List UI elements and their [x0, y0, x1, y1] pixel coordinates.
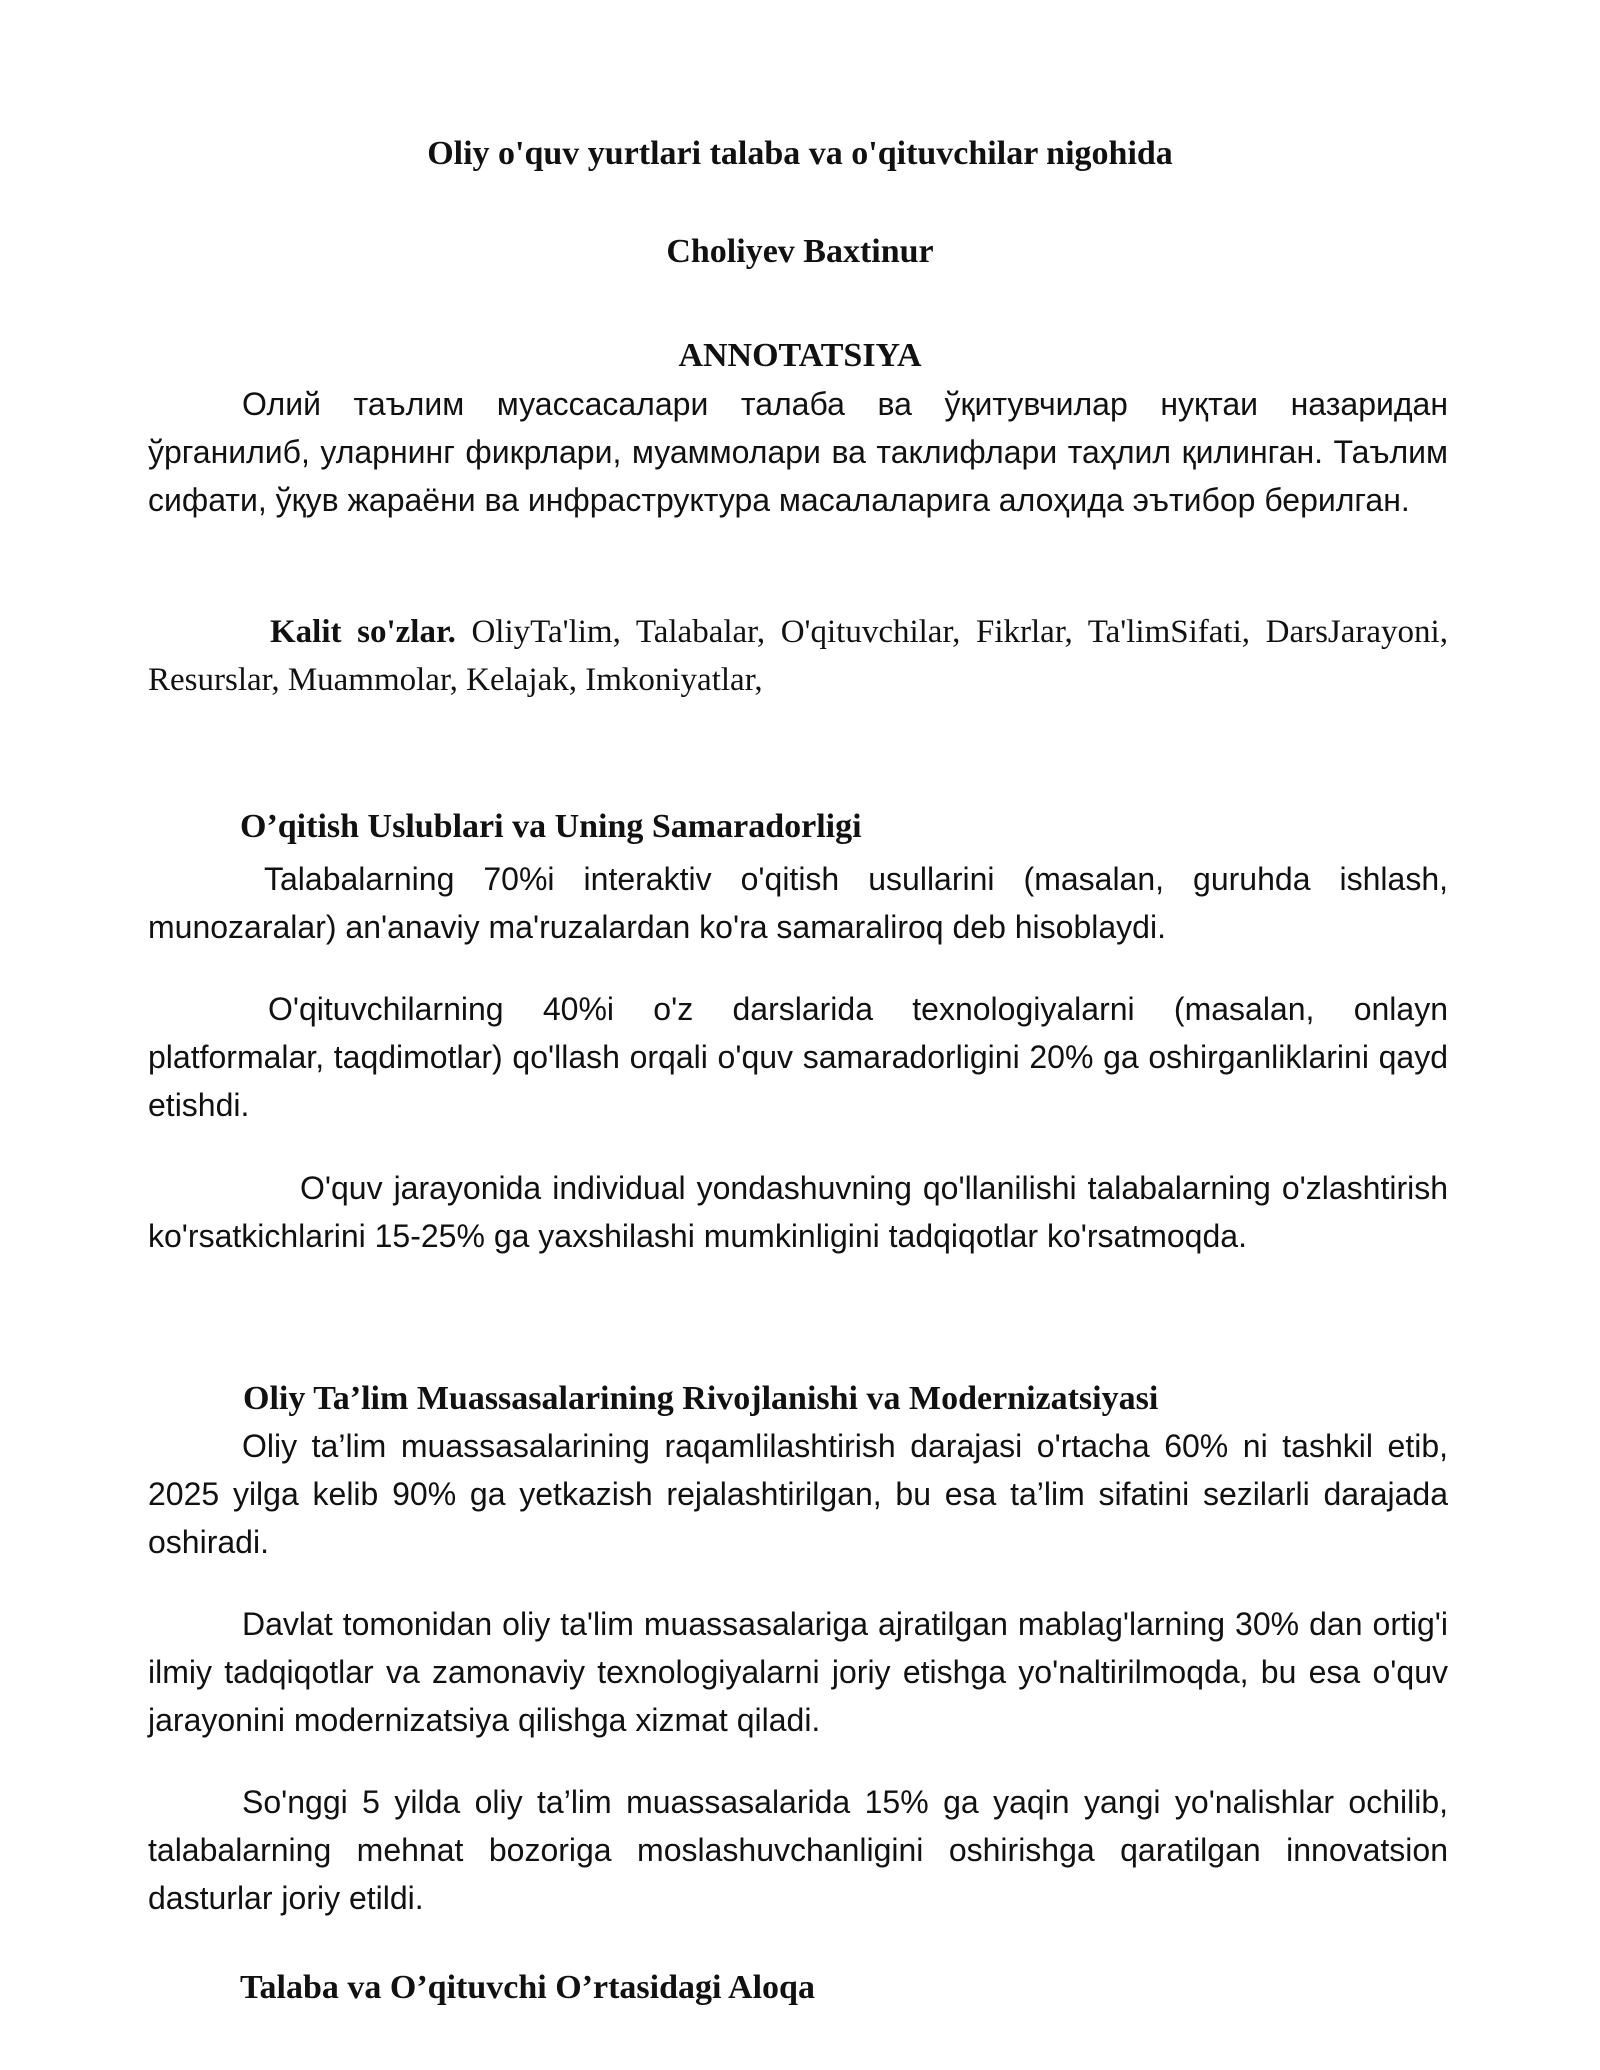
author-name: Choliyev Baxtinur: [666, 233, 934, 270]
section-1-paragraph-3: O'quv jarayonida individual yondashuvning qo'llanilishi talabalarning o'zlashtirish ko'rsatkichlarini 15-25% ga yaxshilashi mumkinligini tadqiqotlar ko'rsatmoqda.: [148, 1170, 1448, 1254]
section-heading-modernization: Oliy Ta’lim Muassasalarining Rivojlanishi va Modernizatsiyasi: [243, 1380, 1159, 1417]
section-heading-teaching-methods: O’qitish Uslublari va Uning Samaradorligi: [240, 808, 862, 845]
keywords-list: OliyTa'lim, Talabalar, O'qituvchilar, Fikrlar, Ta'limSifati, DarsJarayoni, Resurslar, Muammolar, Kelajak, Imkoniyatlar,: [148, 614, 1448, 698]
section-heading-communication: Talaba va O’qituvchi O’rtasidagi Aloqa: [240, 1969, 815, 2006]
section-2-paragraph-2: Davlat tomonidan oliy ta'lim muassasalariga ajratilgan mablag'larning 30% dan ortig'i ilmiy tadqiqotlar va zamonaviy texnologiyalarni joriy etishga yo'naltirilmoqda, bu esa o'quv jarayonini modernizatsiya qilishga xizmat qiladi.: [148, 1606, 1448, 1738]
section-2-paragraph-3: So'nggi 5 yilda oliy ta’lim muassasalarida 15% ga yaqin yangi yo'nalishlar ochilib, talabalarning mehnat bozoriga moslashuvchanligini oshirishga qaratilgan innovatsion dasturlar joriy etildi.: [148, 1784, 1448, 1916]
annotation-text: Олий таълим муассасалари талаба ва ўқитувчилар нуқтаи назаридан ўрганилиб, уларнинг фикрлари, муаммолари ва таклифлари таҳлил қилинган. Таълим сифати, ўқув жараёни ва инфраструктура масалаларига алоҳида эътибор берилган.: [148, 386, 1448, 518]
section-2-paragraph-1: Oliy ta’lim muassasalarining raqamlilashtirish darajasi o'rtacha 60% ni tashkil etib, 2025 yilga kelib 90% ga yetkazish rejalashtirilgan, bu esa ta’lim sifatini sezilarli darajada oshiradi.: [148, 1428, 1448, 1560]
keywords-paragraph: [148, 608, 1448, 704]
keywords-label: Kalit so'zlar.: [270, 614, 456, 650]
section-1-paragraph-1: Talabalarning 70%i interaktiv o'qitish usullarini (masalan, guruhda ishlash, munozaralar) an'anaviy ma'ruzalardan ko'ra samaraliroq deb hisoblaydi.: [148, 861, 1448, 945]
document-title: Oliy o'quv yurtlari talaba va o'qituvchilar nigohida: [427, 135, 1173, 172]
annotation-heading: ANNOTATSIYA: [678, 337, 922, 374]
section-1-paragraph-2: O'qituvchilarning 40%i o'z darslarida texnologiyalarni (masalan, onlayn platformalar, taqdimotlar) qo'llash orqali o'quv samaradorligini 20% ga oshirganliklarini qayd etishdi.: [148, 991, 1448, 1123]
